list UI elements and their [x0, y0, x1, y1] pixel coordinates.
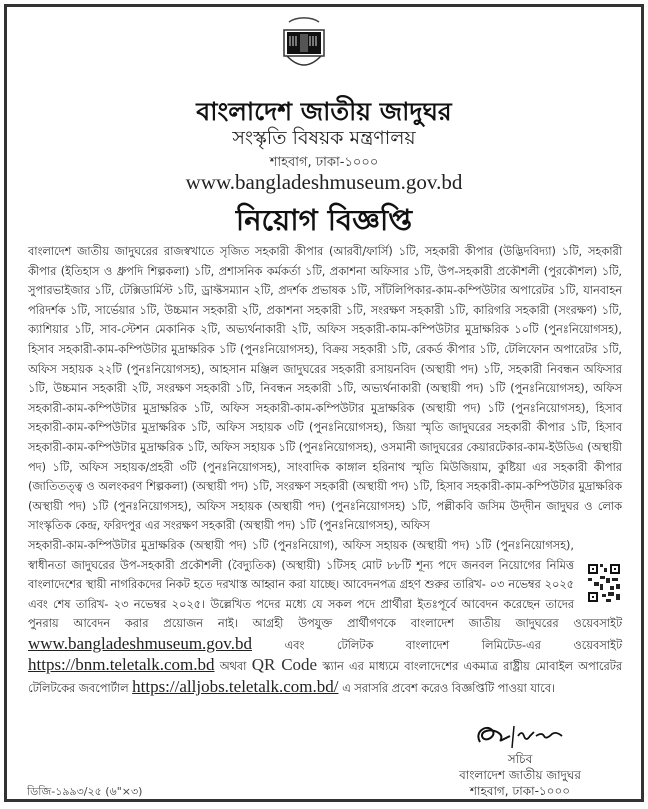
or-text: অথবা: [219, 660, 247, 674]
qr-code[interactable]: [586, 558, 622, 608]
notice-title: নিয়োগ বিজ্ঞপ্তি: [235, 203, 413, 237]
application-text: সহকারী-কাম-কম্পিউটার মুদ্রাক্ষরিক (অস্থায়ী পদ) ১টি (পুনঃনিয়োগ), অফিস সহায়ক (অস্থায়ী পদ) ১টি (পুনঃনিয়োগসহ), স্বাধীনতা জাদুঘরের উপ-সহকারী প্রকৌশলী (বৈদ্যুতিক) (অস্থায়ী) ১টিসহ মোট ৮৮টি শূন্য পদে জনবল নিয়োগের নিমিত্ত বাংলাদেশের স্থায়ী নাগরিকদের নিকট হতে দরখাস্ত আহ্বান করা যাচ্ছে। আবেদনপত্র গ্রহণ শুরুর তারিখ- ০৩ নভেম্বর ২০২৫ এবং শেষ তারিখ- ২৩ নভেম্বর ২০২৫। উল্লেখিত পদের মধ্যে যে সকল পদে প্রার্থীরা ইতঃপূর্বে আবেদন করেছেন তাদের পুনরায় আবেদন করার প্রয়োজন নাই। আগ্রহী উপযুক্ত প্রার্থীগণকে বাংলাদেশ জাতীয় জাদুঘরের ওয়েবসাইট: [28, 538, 622, 631]
qr-code-label: QR Code: [251, 655, 318, 675]
museum-website-link[interactable]: www.bangladeshmuseum.gov.bd: [28, 633, 252, 653]
notice-body: [28, 242, 622, 699]
museum-logo: [281, 12, 327, 72]
closing-text: এ সরাসরি প্রবেশ করেও বিজ্ঞপ্তিটি পাওয়া যাবে।: [342, 682, 556, 696]
ministry-name: সংস্কৃতি বিষয়ক মন্ত্রণালয়: [232, 127, 416, 149]
handwritten-signature: [472, 722, 572, 750]
signatory-designation: সচিব: [507, 752, 533, 766]
signatory-address: শাহবাগ, ঢাকা-১০০০: [469, 784, 571, 798]
signatory-organization: বাংলাদেশ জাতীয় জাদুঘর: [459, 768, 581, 782]
bnm-teletalk-link[interactable]: https://bnm.teletalk.com.bd: [28, 655, 215, 675]
organization-address: শাহবাগ, ঢাকা-১০০০: [269, 155, 379, 170]
organization-website[interactable]: www.bangladeshmuseum.gov.bd: [185, 170, 463, 194]
job-portal-text: স্ক্যান এর মাধ্যমে বাংলাদেশের একমাত্র রাষ্ট্রীয় মোবাইল অপারেটর টেলিটকের জবপোর্টাল: [28, 660, 623, 696]
reference-code: ডিজি-১৯৯৩/২৫ (৬"×৩): [27, 785, 143, 798]
teletalk-website-text: এবং টেলিটক বাংলাদেশ লিমিটেড-এর ওয়েবসাইট: [284, 638, 622, 652]
alljobs-teletalk-link[interactable]: https://alljobs.teletalk.com.bd/: [132, 677, 339, 697]
organization-name: বাংলাদেশ জাতীয় জাদুঘর: [196, 97, 452, 126]
vacancy-list-paragraph: বাংলাদেশ জাতীয় জাদুঘরের রাজস্বখাতে সৃজিত সহকারী কীপার (আরবী/ফার্সি) ১টি, সহকারী কীপার (উদ্ভিদবিদ্যা) ১টি, সহকারী কীপার (ইতিহাস ও ধ্রুপদি শিল্পকলা) ১টি, প্রশাসনিক কর্মকর্তা ১টি, প্রকাশনা অফিসার ১টি, উপ-সহকারী প্রকৌশলী (পুরকৌশল) ১টি, সুপারভাইজার ১টি, টেক্সিডার্মিস্ট ১টি, ড্রাফ্টসম্যান ২টি, প্রদর্শক প্রভাষক ১টি, সাঁটলিপিকার-কাম-কম্পিউটার অপারেটর ১টি, যানবাহন পরিদর্শক ১টি, সার্ভেয়ার ১টি, উচ্চমান সহকারী ২টি, প্রকাশনা সহকারী ১টি, সংরক্ষণ সহকারী ১টি, কারিগরি সহকারী (সংরক্ষণ) ১টি, ক্যাশিয়ার ১টি, সাব-স্টেশন মেকানিক ২টি, অভ্যর্থনাকারী ২টি, অফিস সহকারী-কাম-কম্পিউটার মুদ্রাক্ষরিক ১০টি (পুনঃনিয়োগসহ), হিসাব সহকারী-কাম-কম্পিউটার মুদ্রাক্ষরিক ১টি (পুনঃনিয়োগসহ), বিক্রয় সহকারী ১টি, রেকর্ড কীপার ১টি, টেলিফোন অপারেটর ১টি, অফিস সহায়ক ২২টি (পুনঃনিয়োগসহ), আহসান মঞ্জিল জাদুঘরের সহকারী রসায়নবিদ (অস্থায়ী পদ) ১টি, সহকারী নিবন্ধন অফিসার ১টি, উচ্চমান সহকারী ২টি, সংরক্ষণ সহকারী ১টি, নিবন্ধন সহকারী ১টি, অভ্যর্থনাকারী (অস্থায়ী পদ) ১টি (পুনঃনিয়োগসহ), অফিস সহকারী-কাম-কম্পিউটার মুদ্রাক্ষরিক ১টি, অফিস সহকারী-কাম-কম্পিউটার মুদ্রাক্ষরিক (অস্থায়ী পদ) ১টি (পুনঃনিয়োগসহ), হিসাব সহকারী-কাম-কম্পিউটার মুদ্রাক্ষরিক ১টি, অফিস সহায়ক ৩টি (পুনঃনিয়োগসহ), জিয়া স্মৃতি জাদুঘরের সহকারী কীপার ১টি, হিসাব সহকারী-কাম-কম্পিউটার মুদ্রাক্ষরিক ১টি, অফিস সহায়ক ১টি (পুনঃনিয়োগসহ), ওসমানী জাদুঘরের কেয়ারটেকার-কাম-ইউডিএ (অস্থায়ী পদ) ১টি, অফিস সহায়ক/প্রহরী ৩টি (পুনঃনিয়োগসহ), সাংবাদিক কাঙ্গাল হরিনাথ স্মৃতি মিউজিয়াম, কুষ্টিয়া এর সহকারী কীপার (জাতিতত্ত্ব ও অলংকরণ শিল্পকলা) (অস্থায়ী পদ) ১টি, সংরক্ষণ সহকারী (অস্থায়ী পদ) ১টি, হিসাব সহকারী-কাম-কম্পিউটার মুদ্রাক্ষরিক (অস্থায়ী পদ) ১টি (পুনঃনিয়োগসহ), অফিস সহায়ক (অস্থায়ী পদ) (পুনঃনিয়োগসহ) ১টি, পল্লীকবি জসিম উদ্‌দীন জাদুঘর ও লোক সাংস্কৃতিক কেন্দ্র, ফরিদপুর এর সংরক্ষণ সহকারী (অস্থায়ী পদ) ১টি (পুনঃনিয়োগসহ), অফিস: [28, 245, 622, 533]
application-paragraph: [28, 536, 622, 699]
